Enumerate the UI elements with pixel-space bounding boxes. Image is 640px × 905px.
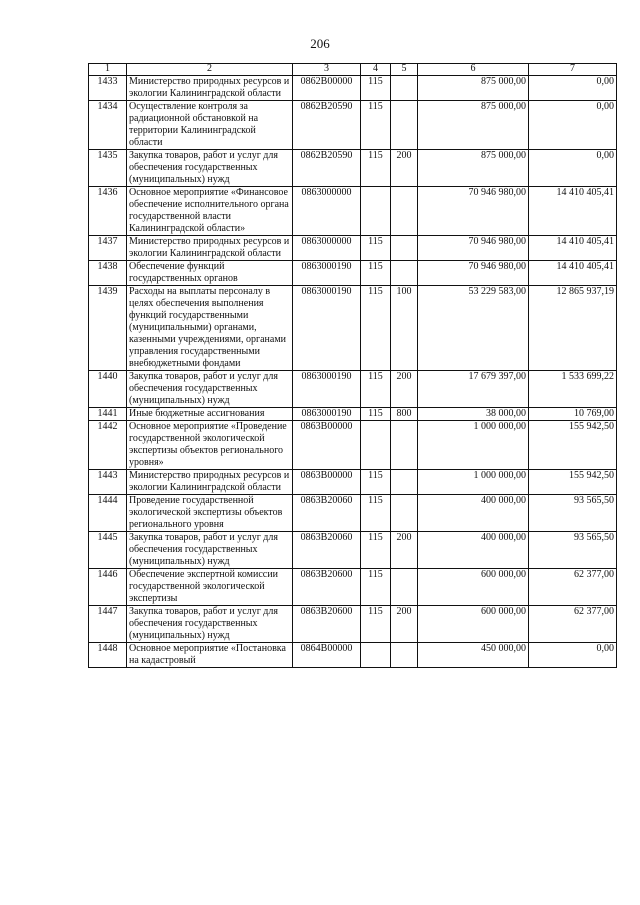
section-code: 115 [361, 236, 391, 261]
executed-amount: 14 410 405,41 [529, 236, 617, 261]
expense-type [391, 421, 418, 470]
expense-type [391, 495, 418, 532]
budget-table [88, 63, 617, 668]
column-header: 5 [391, 64, 418, 76]
executed-amount: 0,00 [529, 101, 617, 150]
row-name: Закупка товаров, работ и услуг для обеспечения государственных (муниципальных) нужд [127, 606, 293, 643]
table-row [89, 150, 617, 187]
page-number: 206 [310, 36, 330, 51]
table-row [89, 421, 617, 470]
column-header: 2 [127, 64, 293, 76]
executed-amount: 14 410 405,41 [529, 261, 617, 286]
target-code: 0863В20060 [293, 495, 361, 532]
section-code: 115 [361, 101, 391, 150]
expense-type [391, 236, 418, 261]
section-code: 115 [361, 408, 391, 421]
column-header: 7 [529, 64, 617, 76]
row-number: 1445 [89, 532, 127, 569]
target-code: 0863000190 [293, 408, 361, 421]
expense-type [391, 261, 418, 286]
table-row [89, 286, 617, 371]
expense-type: 100 [391, 286, 418, 371]
planned-amount: 38 000,00 [418, 408, 529, 421]
table-row [89, 532, 617, 569]
row-name: Расходы на выплаты персоналу в целях обеспечения выполнения функций государственными (муниципальными) органами, казенными учреждениями, органами управления государственными внебюджетными фондами [127, 286, 293, 371]
table-row [89, 569, 617, 606]
row-number: 1437 [89, 236, 127, 261]
row-name: Основное мероприятие «Проведение государственной экологической экспертизы объектов регионального уровня» [127, 421, 293, 470]
executed-amount: 93 565,50 [529, 532, 617, 569]
expense-type [391, 101, 418, 150]
section-code: 115 [361, 76, 391, 101]
executed-amount: 155 942,50 [529, 421, 617, 470]
expense-type: 200 [391, 532, 418, 569]
planned-amount: 1 000 000,00 [418, 470, 529, 495]
executed-amount: 10 769,00 [529, 408, 617, 421]
row-number: 1433 [89, 76, 127, 101]
planned-amount: 875 000,00 [418, 76, 529, 101]
table-header-row [89, 64, 617, 76]
executed-amount: 12 865 937,19 [529, 286, 617, 371]
row-name: Обеспечение экспертной комиссии государственной экологической экспертизы [127, 569, 293, 606]
target-code: 0863000190 [293, 286, 361, 371]
row-number: 1434 [89, 101, 127, 150]
executed-amount: 62 377,00 [529, 569, 617, 606]
table-row [89, 76, 617, 101]
planned-amount: 53 229 583,00 [418, 286, 529, 371]
section-code [361, 643, 391, 668]
planned-amount: 1 000 000,00 [418, 421, 529, 470]
row-number: 1440 [89, 371, 127, 408]
table-row [89, 187, 617, 236]
planned-amount: 875 000,00 [418, 150, 529, 187]
target-code: 0862В20590 [293, 150, 361, 187]
expense-type [391, 76, 418, 101]
row-name: Иные бюджетные ассигнования [127, 408, 293, 421]
executed-amount: 0,00 [529, 76, 617, 101]
table-row [89, 371, 617, 408]
planned-amount: 875 000,00 [418, 101, 529, 150]
expense-type [391, 187, 418, 236]
row-name: Министерство природных ресурсов и экологии Калининградской области [127, 76, 293, 101]
target-code: 0862В20590 [293, 101, 361, 150]
expense-type: 200 [391, 371, 418, 408]
expense-type [391, 470, 418, 495]
target-code: 0863В00000 [293, 421, 361, 470]
table-row [89, 470, 617, 495]
row-name: Закупка товаров, работ и услуг для обеспечения государственных (муниципальных) нужд [127, 371, 293, 408]
section-code: 115 [361, 150, 391, 187]
table-row [89, 408, 617, 421]
target-code: 0863000000 [293, 236, 361, 261]
section-code: 115 [361, 495, 391, 532]
target-code: 0863000190 [293, 371, 361, 408]
row-name: Министерство природных ресурсов и экологии Калининградской области [127, 236, 293, 261]
column-header: 4 [361, 64, 391, 76]
row-number: 1446 [89, 569, 127, 606]
expense-type [391, 643, 418, 668]
section-code [361, 421, 391, 470]
row-name: Министерство природных ресурсов и экологии Калининградской области [127, 470, 293, 495]
target-code: 0863В20600 [293, 569, 361, 606]
table-row [89, 261, 617, 286]
planned-amount: 600 000,00 [418, 569, 529, 606]
row-name: Обеспечение функций государственных органов [127, 261, 293, 286]
planned-amount: 70 946 980,00 [418, 261, 529, 286]
section-code: 115 [361, 286, 391, 371]
row-number: 1436 [89, 187, 127, 236]
row-number: 1447 [89, 606, 127, 643]
planned-amount: 70 946 980,00 [418, 187, 529, 236]
section-code [361, 187, 391, 236]
target-code: 0863000000 [293, 187, 361, 236]
table-row [89, 495, 617, 532]
section-code: 115 [361, 261, 391, 286]
planned-amount: 70 946 980,00 [418, 236, 529, 261]
target-code: 0863В00000 [293, 470, 361, 495]
planned-amount: 400 000,00 [418, 532, 529, 569]
column-header: 1 [89, 64, 127, 76]
planned-amount: 600 000,00 [418, 606, 529, 643]
row-number: 1448 [89, 643, 127, 668]
row-number: 1439 [89, 286, 127, 371]
executed-amount: 62 377,00 [529, 606, 617, 643]
table-row [89, 236, 617, 261]
executed-amount: 0,00 [529, 643, 617, 668]
column-header: 3 [293, 64, 361, 76]
table-row [89, 606, 617, 643]
executed-amount: 0,00 [529, 150, 617, 187]
row-number: 1438 [89, 261, 127, 286]
target-code: 0864В00000 [293, 643, 361, 668]
column-header: 6 [418, 64, 529, 76]
expense-type [391, 569, 418, 606]
section-code: 115 [361, 569, 391, 606]
target-code: 0862В00000 [293, 76, 361, 101]
section-code: 115 [361, 532, 391, 569]
row-name: Закупка товаров, работ и услуг для обеспечения государственных (муниципальных) нужд [127, 532, 293, 569]
section-code: 115 [361, 371, 391, 408]
executed-amount: 155 942,50 [529, 470, 617, 495]
row-number: 1443 [89, 470, 127, 495]
planned-amount: 400 000,00 [418, 495, 529, 532]
target-code: 0863В20060 [293, 532, 361, 569]
row-name: Основное мероприятие «Финансовое обеспечение исполнительного органа государственной власти Калининградской области» [127, 187, 293, 236]
row-number: 1444 [89, 495, 127, 532]
expense-type: 200 [391, 606, 418, 643]
row-name: Основное мероприятие «Постановка на кадастровый [127, 643, 293, 668]
section-code: 115 [361, 606, 391, 643]
row-number: 1442 [89, 421, 127, 470]
section-code: 115 [361, 470, 391, 495]
row-number: 1435 [89, 150, 127, 187]
executed-amount: 1 533 699,22 [529, 371, 617, 408]
target-code: 0863В20600 [293, 606, 361, 643]
executed-amount: 93 565,50 [529, 495, 617, 532]
row-name: Проведение государственной экологической экспертизы объектов регионального уровня [127, 495, 293, 532]
row-number: 1441 [89, 408, 127, 421]
executed-amount: 14 410 405,41 [529, 187, 617, 236]
expense-type: 800 [391, 408, 418, 421]
row-name: Осуществление контроля за радиационной обстановкой на территории Калининградской области [127, 101, 293, 150]
row-name: Закупка товаров, работ и услуг для обеспечения государственных (муниципальных) нужд [127, 150, 293, 187]
target-code: 0863000190 [293, 261, 361, 286]
table-row [89, 643, 617, 668]
planned-amount: 450 000,00 [418, 643, 529, 668]
table-row [89, 101, 617, 150]
planned-amount: 17 679 397,00 [418, 371, 529, 408]
expense-type: 200 [391, 150, 418, 187]
